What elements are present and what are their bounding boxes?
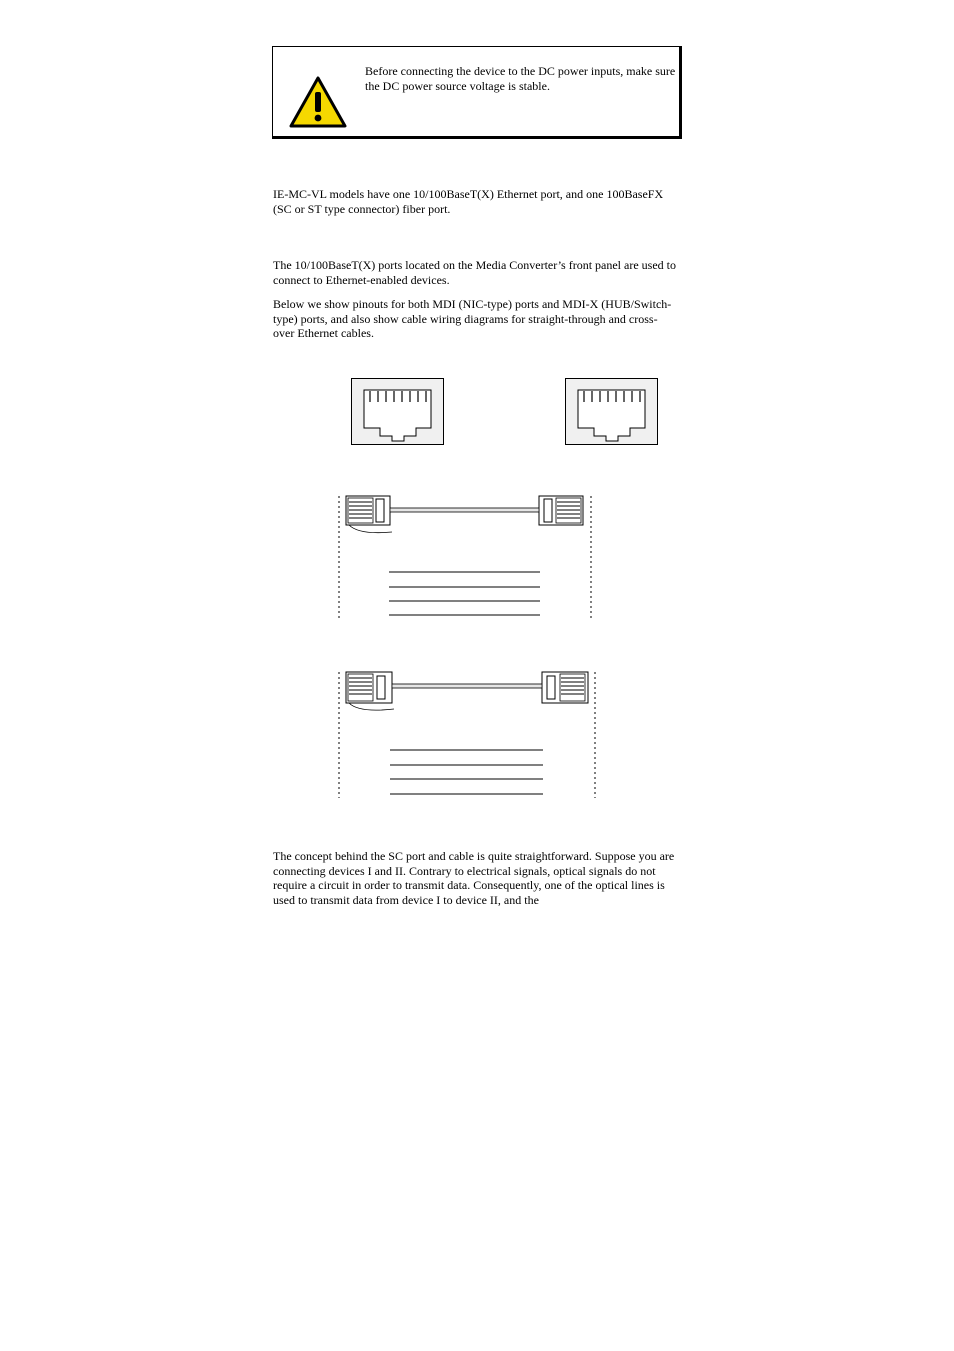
warning-callout [272, 46, 682, 139]
rj45-port-diagram-mdi [351, 378, 445, 446]
straight-through-cable-diagram [334, 492, 596, 622]
rj45-port-diagram-mdix [565, 378, 659, 446]
warning-triangle-icon [288, 75, 348, 129]
cross-over-cable-diagram [334, 668, 600, 800]
paragraph-pinouts-intro: Below we show pinouts for both MDI (NIC-type) ports and MDI-X (HUB/Switch-type) ports, and also show cable wiring diagrams for straight-through and cross-over Ethernet cables. [273, 297, 672, 341]
paragraph-front-panel-ports: The 10/100BaseT(X) ports located on the Media Converter’s front panel are used to connect to Ethernet-enabled devices. [273, 258, 676, 287]
paragraph-sc-port-concept: The concept behind the SC port and cable is quite straightforward. Suppose you are connecting devices I and II. Contrary to electrical signals, optical signals do not require a circuit in order to transmit data. Consequently, one of the optical lines is used to transmit data from device I to device II, and the [273, 849, 675, 907]
warning-text: Before connecting the device to the DC power inputs, make sure the DC power source voltage is stable. [365, 64, 676, 93]
paragraph-port-overview: IE-MC-VL models have one 10/100BaseT(X) Ethernet port, and one 100BaseFX (SC or ST type connector) fiber port. [273, 187, 664, 216]
